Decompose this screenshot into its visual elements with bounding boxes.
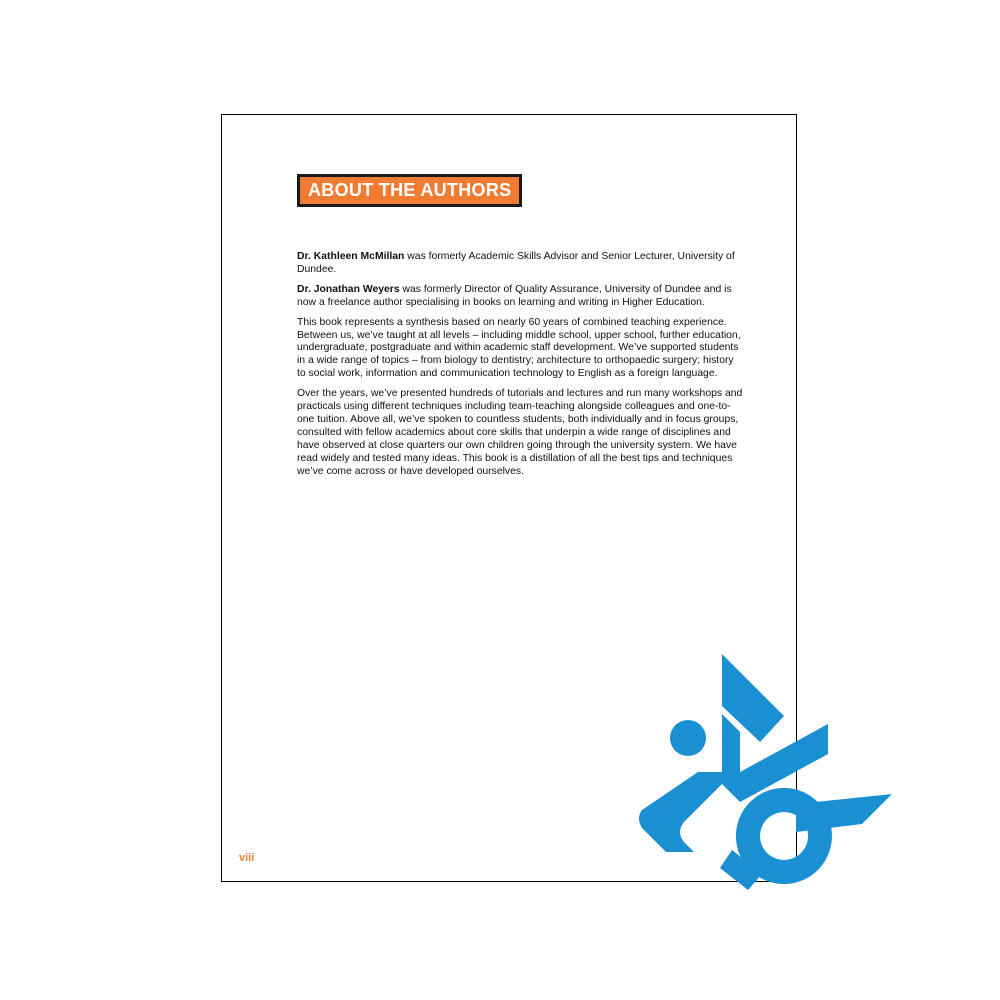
body-paragraph-1: This book represents a synthesis based on nearly 60 years of combined teaching experience. Between us, we’ve taught at all levels – including middle school, upper school, further education, undergraduate, postgraduate and within academic staff development. We’ve supported students in a wide range of topics – from biology to dentistry; architecture to orthopaedic surgery; history to social work, information and communication technology to English as a foreign language.: [297, 316, 741, 380]
author-paragraph-1: [297, 251, 743, 277]
section-heading: ABOUT THE AUTHORS: [308, 180, 512, 200]
author-bio-1: was formerly Academic Skills Advisor and Senior Lecturer, University of Dundee.: [297, 251, 735, 275]
section-heading-box: [297, 174, 522, 207]
body-text: [297, 251, 743, 486]
author-paragraph-2: [297, 284, 743, 310]
author-bio-2: was formerly Director of Quality Assurance, University of Dundee and is now a freelance author specialising in books on learning and writing in Higher Education.: [297, 283, 732, 308]
page-number: viii: [239, 852, 255, 864]
author-name-2: Dr. Jonathan Weyers: [297, 283, 400, 295]
body-paragraph-2: Over the years, we’ve presented hundreds of tutorials and lectures and run many workshops and practicals using different techniques including team-teaching alongside colleagues and one-to-one tuition. Above all, we’ve spoken to countless students, both individually and in focus groups, consulted with fellow academics about core skills that underpin a wide range of disciplines and have observed at close quarters our own children going through the university system. We have read widely and tested many ideas. This book is a distillation of all the best tips and techniques we’ve come across or have developed ourselves.: [297, 388, 743, 477]
publisher-logo-icon: [636, 654, 894, 892]
author-name-1: Dr. Kathleen McMillan: [297, 251, 405, 262]
